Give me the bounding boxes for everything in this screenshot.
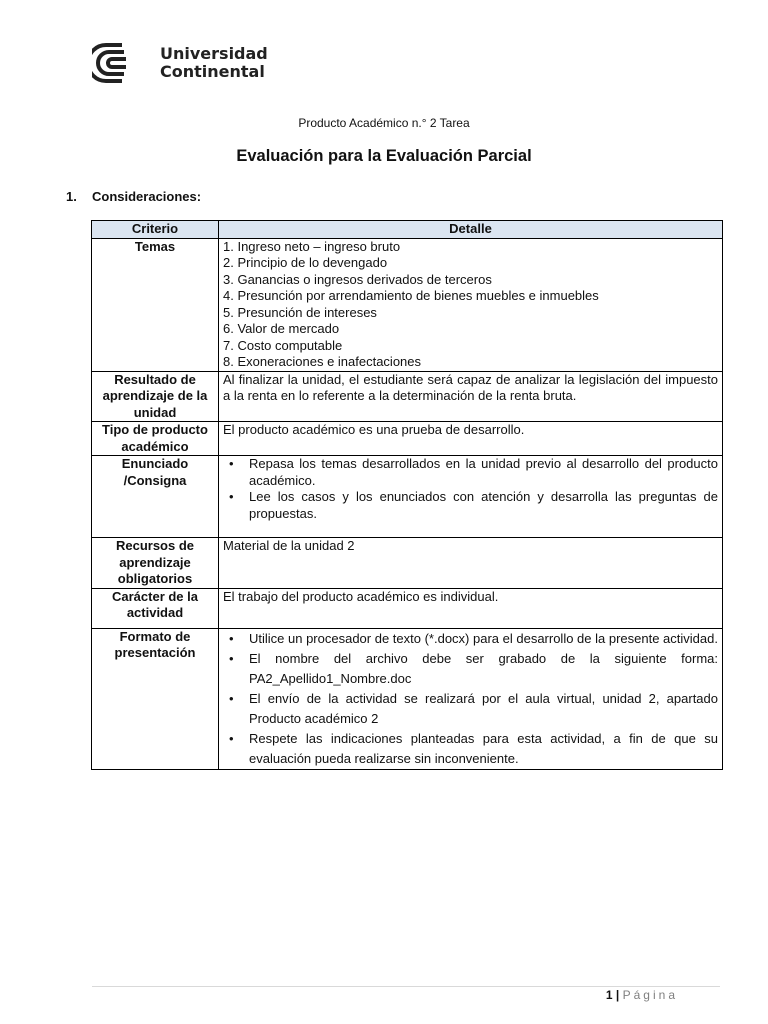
list-item: 3. Ganancias o ingresos derivados de terceros [223,271,492,287]
document-title: Evaluación para la Evaluación Parcial [236,147,532,165]
footer-separator: | [615,988,620,1002]
list-item: • Utilice un procesador de texto (*.docx) para el desarrollo de la presente actividad. [223,629,718,649]
list-item: • Lee los casos y los enunciados con atención y desarrolla las preguntas de propuestas. [223,489,718,522]
criterion-tipo: Tipo de producto académico [92,422,219,456]
format-list [223,629,718,769]
instructions-list [223,456,718,522]
table-row [92,238,723,371]
page-number: 1 [605,988,613,1002]
criterion-temas: Temas [92,238,219,371]
continental-logo-icon [92,42,152,84]
table-row [92,422,723,456]
logo-text [160,45,268,81]
considerations-table [91,220,723,770]
table-row [92,538,723,589]
list-item: • El nombre del archivo debe ser grabado de la siguiente forma: PA2_Apellido1_Nombre.doc [223,649,718,689]
criterion-resultado: Resultado de aprendizaje de la unidad [92,371,219,422]
header-detalle: Detalle [219,221,723,239]
university-logo [92,42,268,84]
list-item: 2. Principio de lo devengado [223,255,388,270]
list-item: • Respete las indicaciones planteadas para esta actividad, a fin de que su evaluación pueda realizarse sin inconveniente. [223,729,718,769]
list-item: • Repasa los temas desarrollados en la unidad previo al desarrollo del producto académico. [223,456,718,489]
footer-divider [92,986,720,987]
criterion-enunciado: Enunciado /Consigna [92,456,219,538]
list-item: 7. Costo computable [223,337,343,353]
table-row [92,628,723,769]
criterion-caracter: Carácter de la actividad [92,588,219,628]
table-row [92,588,723,628]
list-item: 5. Presunción de intereses [223,304,377,320]
topics-list [223,239,718,371]
list-item: 4. Presunción por arrendamiento de bienes muebles e inmuebles [223,288,599,303]
header-criterio: Criterio [92,221,219,239]
criterion-recursos: Recursos de aprendizaje obligatorios [92,538,219,589]
detail-formato [219,628,723,769]
detail-resultado: Al finalizar la unidad, el estudiante será capaz de analizar la legislación del impuesto a la renta en lo referente a la determinación de la renta bruta. [219,371,723,422]
list-item: 8. Exoneraciones e inafectaciones [223,354,422,369]
page-label: Página [622,988,678,1002]
detail-tipo: El producto académico es una prueba de desarrollo. [219,422,723,456]
list-item: 6. Valor de mercado [223,321,340,336]
list-item: 1. Ingreso neto – ingreso bruto [223,238,401,254]
section-number: 1. [66,189,77,204]
document-subtitle: Producto Académico n.° 2 Tarea [298,116,470,130]
section-label: Consideraciones: [92,189,202,204]
criterion-formato: Formato de presentación [92,628,219,769]
table-header-row [92,221,723,239]
detail-temas [219,238,723,371]
detail-caracter: El trabajo del producto académico es individual. [219,588,723,628]
table-row [92,456,723,538]
table-row [92,371,723,422]
list-item: • El envío de la actividad se realizará por el aula virtual, unidad 2, apartado Producto académico 2 [223,689,718,729]
detail-enunciado [219,456,723,538]
page-footer [606,988,678,1002]
logo-line-1: Universidad [160,44,268,63]
section-heading [66,189,201,204]
detail-recursos: Material de la unidad 2 [219,538,723,589]
logo-line-2: Continental [160,62,265,81]
